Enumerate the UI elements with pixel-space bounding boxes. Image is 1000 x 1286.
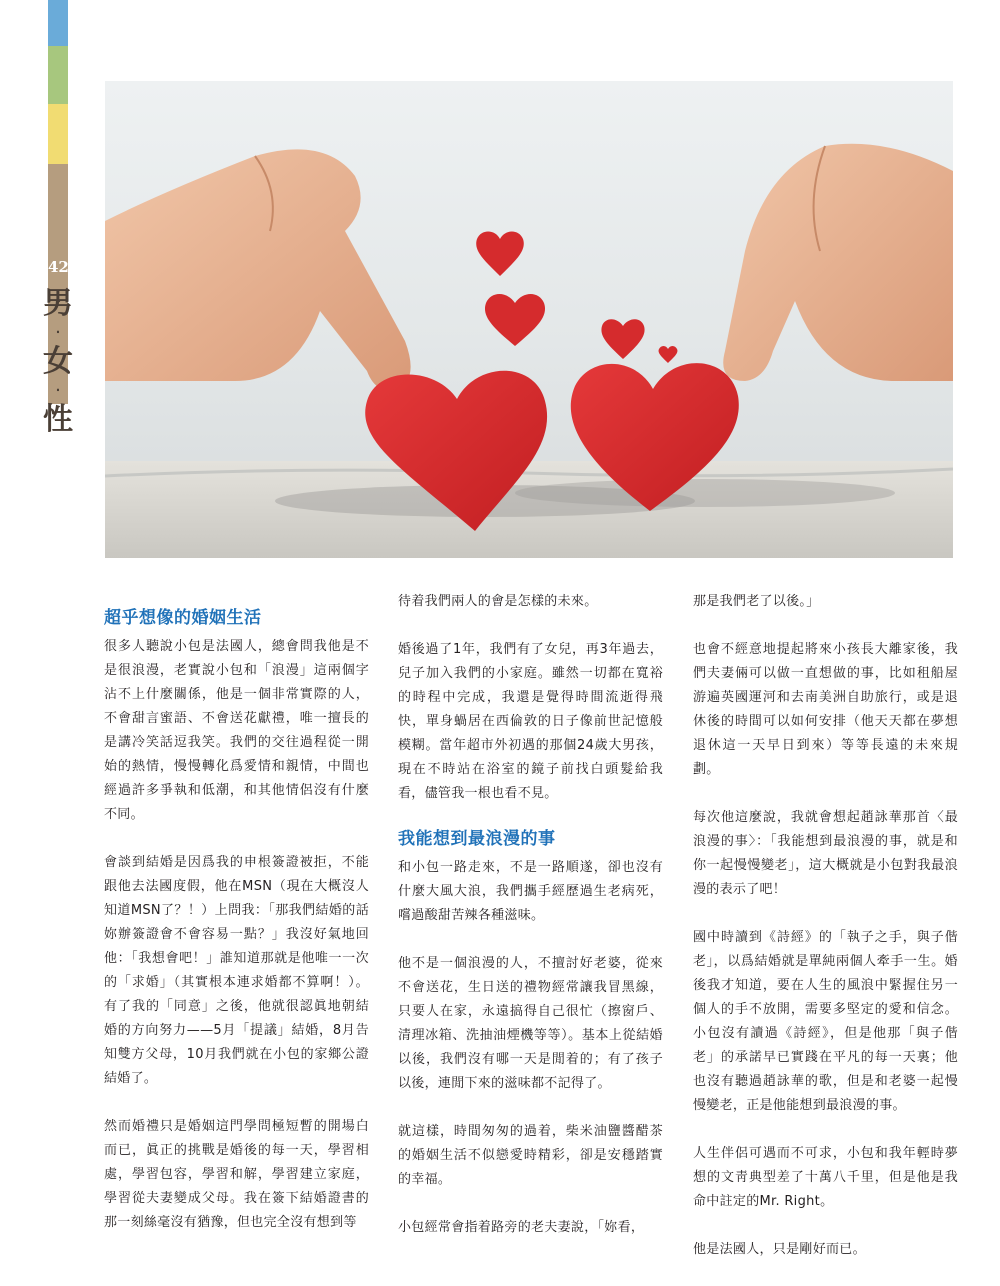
paragraph-7: 就這樣，時間匆匆的過着，柴米油鹽醬醋茶的婚姻生活不似戀愛時精彩，卻是安穩踏實的幸福。: [398, 1124, 663, 1187]
sidebar-color-yellow: [48, 104, 68, 164]
paragraph-1: 很多人聽說小包是法國人，總會問我他是不是很浪漫，老實說小包和「浪漫」這兩個字沾不上什麼關係，他是一個非常實際的人，不會甜言蜜語、不會送花獻禮，唯一擅長的是講冷笑話逗我笑。我們的交往過程從一開始的熱情，慢慢轉化爲愛情和親情，中間也經過許多爭執和低潮，和其他情侶沒有什麼不同。: [104, 639, 369, 822]
article-column-3: [693, 590, 958, 1286]
paragraph-8-continued: 那是我們老了以後。」: [693, 594, 820, 609]
paragraph-13: 他是法國人，只是剛好而已。: [693, 1242, 866, 1257]
paragraph-9: 也會不經意地提起將來小孩長大離家後，我們夫妻倆可以做一直想做的事，比如租船屋游遍英國運河和去南美洲自助旅行，或是退休後的時間可以如何安排（他天天都在夢想退休這一天早日到來）等等長遠的未來規劃。: [693, 642, 958, 777]
section-char-1: 男: [43, 286, 73, 321]
sidebar-color-blue: [48, 0, 68, 46]
paragraph-2: 會談到結婚是因爲我的申根簽證被拒，不能跟他去法國度假，他在MSN（現在大概沒人知道MSN了？！）上問我：「那我們結婚的話妳辦簽證會不會容易一點？」我沒好氣地回他：「我想會吧！」誰知道那就是他唯一一次的「求婚」（其實根本連求婚都不算啊！）。有了我的「同意」之後，他就很認眞地朝結婚的方向努力——5月「提議」結婚，8月告知雙方父母，10月我們就在小包的家鄉公證結婚了。: [104, 855, 369, 1086]
section-separator-2: ‧: [55, 383, 61, 399]
paragraph-10: 每次他這麼說，我就會想起趙詠華那首〈最浪漫的事〉：「我能想到最浪漫的事，就是和你一起慢慢變老」，這大概就是小包對我最浪漫的表示了吧！: [693, 810, 958, 897]
paragraph-11: 國中時讀到《詩經》的「執子之手，與子偕老」，以爲結婚就是單純兩個人牽手一生。婚後我才知道，要在人生的風浪中緊握住另一個人的手不放開，需要多堅定的愛和信念。小包沒有讀過《詩經》，但是他那「與子偕老」的承諾早已實踐在平凡的每一天裏；他也沒有聽過趙詠華的歌，但是和老婆一起慢慢變老，正是他能想到最浪漫的事。: [693, 930, 958, 1113]
section-title: [40, 284, 76, 440]
sidebar-color-green: [48, 46, 68, 104]
paragraph-6: 他不是一個浪漫的人，不擅討好老婆，從來不會送花，生日送的禮物經常讓我冒黑線，只要人在家，永遠搞得自己很忙（擦窗戶、清理冰箱、洗抽油煙機等等）。基本上從結婚以後，我們沒有哪一天是閒着的；有了孩子以後，連閒下來的滋味都不記得了。: [398, 956, 663, 1091]
heart-shadow-right: [515, 479, 895, 507]
page-number: 42: [48, 258, 69, 276]
hands-hearts-illustration: [105, 81, 953, 558]
article-column-2: [398, 590, 663, 1264]
paragraph-4: 婚後過了1年，我們有了女兒，再3年過去，兒子加入我們的小家庭。雖然一切都在寬裕的時程中完成，我還是覺得時間流逝得飛快，單身蝸居在西倫敦的日子像前世記憶般模糊。當年超市外初遇的那個24歲大男孩，現在不時站在浴室的鏡子前找白頭髮給我看，儘管我一根也看不見。: [398, 642, 663, 801]
section-char-3: 性: [43, 402, 73, 437]
paragraph-8: 小包經常會指着路旁的老夫妻說，「妳看，: [398, 1220, 645, 1235]
section-heading-1: 超乎想像的婚姻生活: [104, 608, 262, 628]
paragraph-12: 人生伴侶可遇而不可求，小包和我年輕時夢想的文靑典型差了十萬八千里，但是他是我命中註定的Mr. Right。: [693, 1146, 958, 1209]
paragraph-3-continued: 待着我們兩人的會是怎樣的未來。: [398, 594, 598, 609]
section-char-2: 女: [43, 344, 73, 379]
paragraph-3: 然而婚禮只是婚姻這門學問極短暫的開場白而已，眞正的挑戰是婚後的每一天，學習相處，學習包容，學習和解，學習建立家庭，學習從夫妻變成父母。我在簽下結婚證書的那一刻絲毫沒有猶豫，但也完全沒有想到等: [104, 1119, 369, 1230]
hero-photo: [105, 81, 953, 558]
section-separator-1: ‧: [55, 325, 61, 341]
paragraph-5: 和小包一路走來，不是一路順遂，卻也沒有什麼大風大浪，我們攜手經歷過生老病死，嚐過酸甜苦辣各種滋味。: [398, 860, 663, 923]
section-heading-2: 我能想到最浪漫的事: [398, 829, 556, 849]
article-column-1: [104, 603, 369, 1259]
